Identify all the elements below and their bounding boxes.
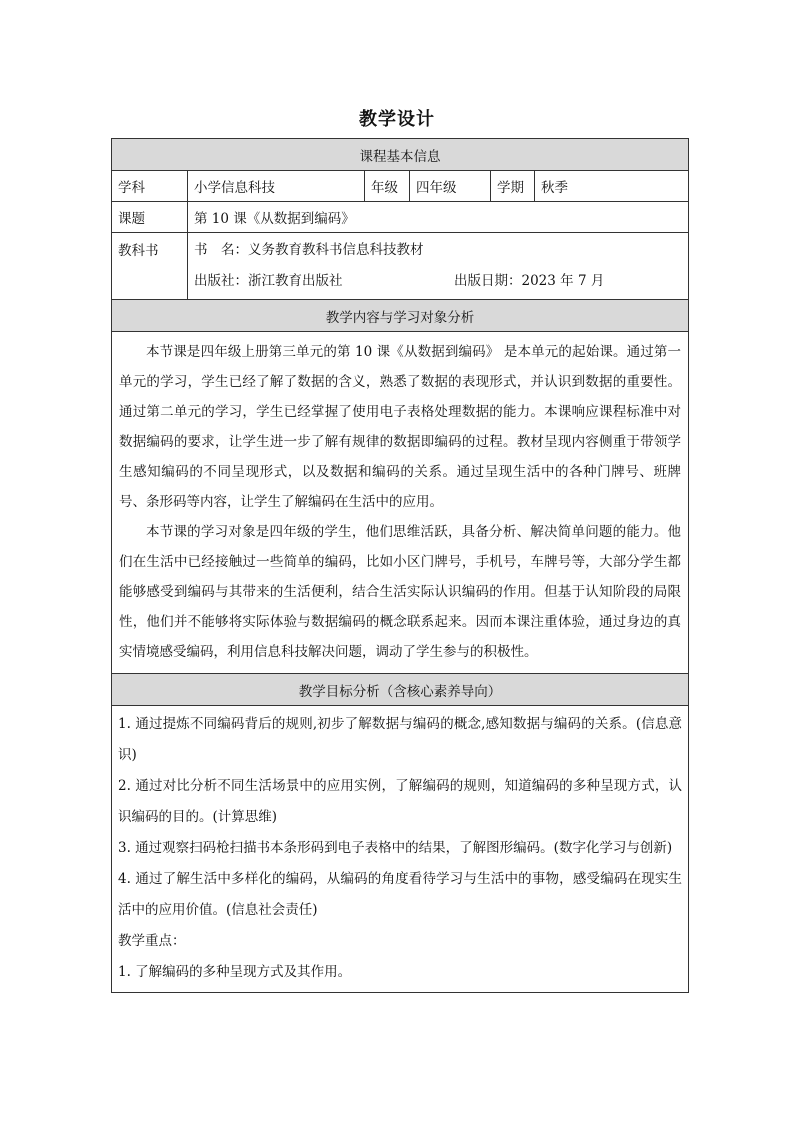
lesson-value: 第 10 课《从数据到编码》 [188,202,689,233]
objective-item: 3. 通过观察扫码枪扫描书本条形码到电子表格中的结果，了解图形编码。(数字化学习与创新) [118,840,673,856]
analysis-paragraph: 本节课是四年级上册第三单元的第 10 课《从数据到编码》 是本单元的起始课。通过第一单元的学习，学生已经了解了数据的含义，熟悉了数据的表现形式，并认识到数据的重要性。通过第二单元的学习，学生已经掌握了使用电子表格处理数据的能力。本课响应课程标准中对数据编码的要求，让学生进一步了解有规律的数据即编码的过程。教材呈现内容侧重于带领学生感知编码的不同呈现形式，以及数据和编码的关系。通过呈现生活中的各种门牌号、班牌号、条形码等内容，让学生了解编码在生活中的应用。 [119,344,682,510]
lesson-design-table [111,138,689,993]
subject-label: 学科 [112,171,188,202]
key-point-item: 1. 了解编码的多种呈现方式及其作用。 [118,964,352,980]
term-value: 秋季 [535,171,689,202]
objective-item: 2. 通过对比分析不同生活场景中的应用实例，了解编码的规则，知道编码的多种呈现方式，认识编码的目的。(计算思维) [118,778,683,825]
section-header-basic-info: 课程基本信息 [112,139,689,171]
analysis-paragraph: 本节课的学习对象是四年级的学生，他们思维活跃，具备分析、解决简单问题的能力。他们在生活中已经接触过一些简单的编码，比如小区门牌号，手机号，车牌号等，大部分学生都能够感受到编码与其带来的生活便利，结合生活实际认识编码的作用。但基于认知阶段的局限性，他们并不能够将实际体验与数据编码的概念联系起来。因而本课注重体验，通过身边的真实情境感受编码，利用信息科技解决问题，调动了学生参与的积极性。 [119,524,682,660]
textbook-label: 教科书 [112,233,188,300]
objectives-body [112,706,689,993]
publisher-line [194,266,682,297]
book-name-value: 义务教育教科书信息科技教材 [248,242,424,258]
publisher-value: 出版社：浙江教育出版社 [194,273,343,289]
grade-label: 年级 [365,171,410,202]
publication-date: 出版日期：2023 年 7 月 [454,273,605,289]
subject-value: 小学信息科技 [188,171,365,202]
document-title: 教学设计 [359,109,435,130]
book-name-line [194,235,682,266]
objective-item: 1. 通过提炼不同编码背后的规则,初步了解数据与编码的概念,感知数据与编码的关系。(信息意识) [118,716,683,763]
section-header-objectives: 教学目标分析（含核心素养导向） [112,674,689,706]
term-label: 学期 [491,171,535,202]
section-header-content-analysis: 教学内容与学习对象分析 [112,300,689,332]
objective-item: 4. 通过了解生活中多样化的编码，从编码的角度看待学习与生活中的事物，感受编码在现实生活中的应用价值。(信息社会责任) [118,871,683,918]
textbook-info [188,233,689,300]
book-name-label: 书 名： [194,242,248,258]
content-analysis-body [112,332,689,674]
key-points-label: 教学重点： [118,933,186,949]
grade-value: 四年级 [410,171,491,202]
lesson-label: 课题 [112,202,188,233]
